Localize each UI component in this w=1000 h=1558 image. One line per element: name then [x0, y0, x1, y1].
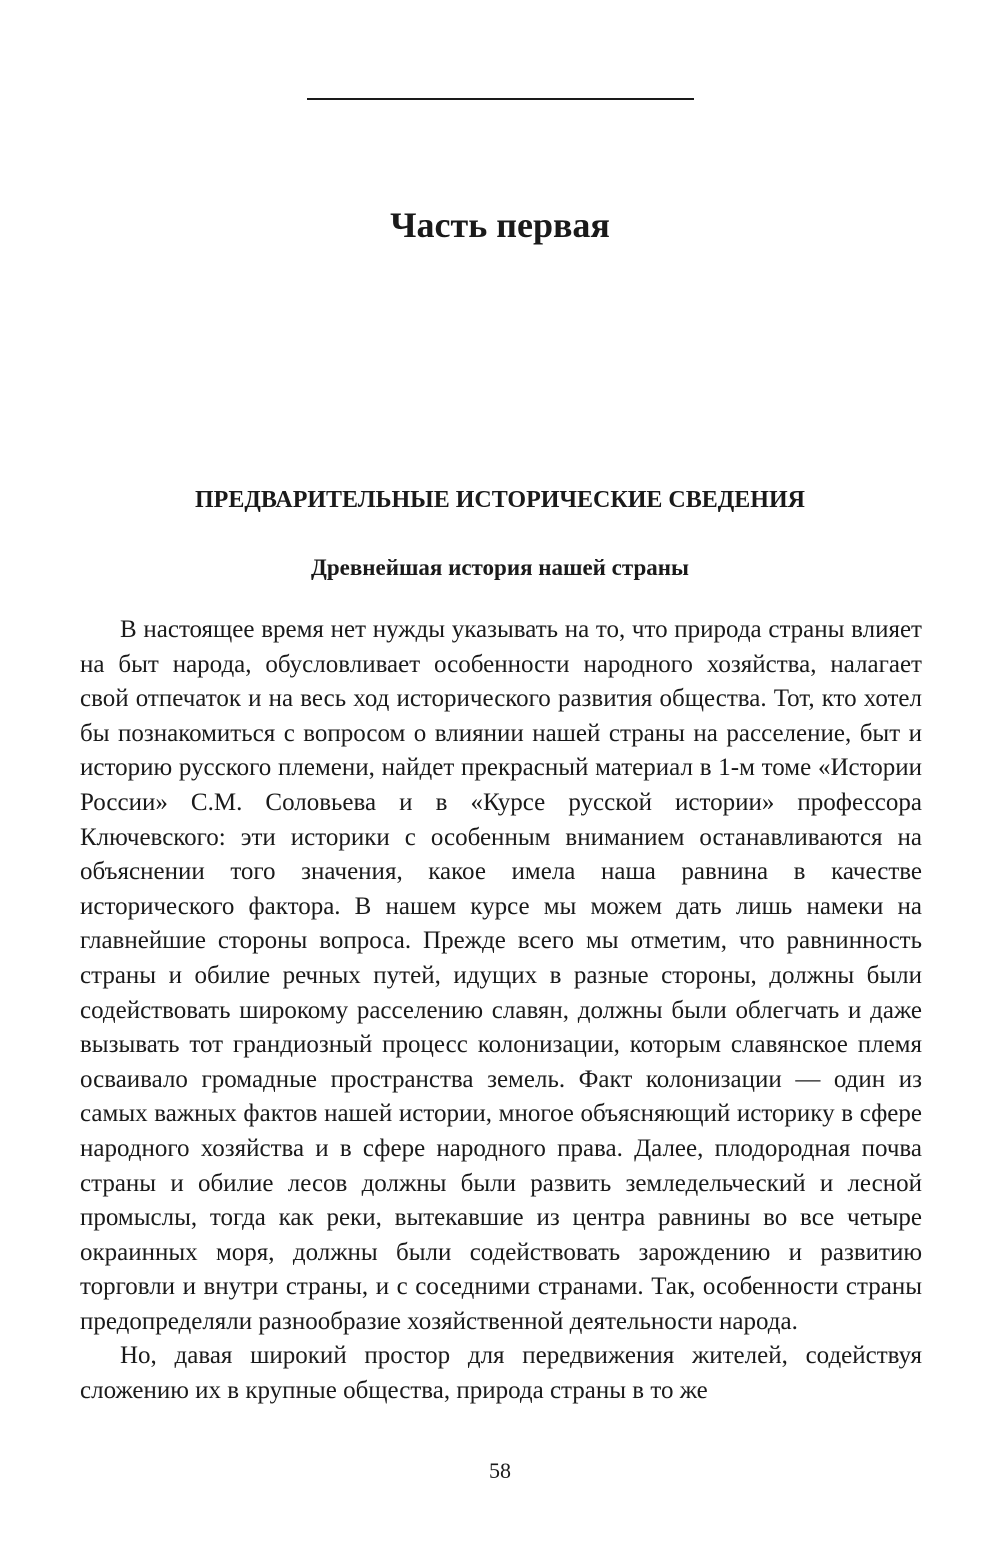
paragraph-1: В настоящее время нет нужды указывать на то, что природа страны влияет на быт народа, обусловливает особенности народного хозяйства, налагает свой отпечаток и на весь ход исторического развития общества. Тот, кто хотел бы познакомиться с вопросом о влиянии нашей страны на расселение, быт и историю русского племени, найдет прекрасный материал в 1-м томе «Истории России» С.М. Соловьева и в «Курсе русской истории» профессора Ключевского: эти историки с особенным вниманием останавливаются на объяснении того значения, какое имела наша равнина в качестве исторического фактора. В нашем курсе мы можем дать лишь намеки на главнейшие стороны вопроса. Прежде всего мы отметим, что равнинность страны и обилие речных путей, идущих в разные стороны, должны были содействовать широкому расселению славян, должны были облегчать и даже вызывать тот грандиозный процесс колонизации, которым славянское племя осваивало громадные пространства земель. Факт колонизации — один из самых важных фактов нашей истории, многое объясняющий историку в сфере народного хозяйства и в сфере народного права. Далее, плодородная почва страны и обилие лесов должны были развить земледельческий и лесной промыслы, тогда как реки, вытекавшие из центра равнины во все четыре окраинных моря, должны были содействовать зарождению и развитию торговли и внутри страны, и с соседними странами. Так, особенности страны предопределяли разнообразие хозяйственной деятельности народа.	[80, 616, 922, 1335]
paragraph-2: Но, давая широкий простор для передвижения жителей, содействуя сложению их в крупные общества, природа страны в то же	[80, 1342, 922, 1405]
subsection-title: Древнейшая история нашей страны	[311, 555, 689, 580]
section-title: ПРЕДВАРИТЕЛЬНЫЕ ИСТОРИЧЕСКИЕ СВЕДЕНИЯ	[195, 487, 805, 513]
page-number: 58	[489, 1458, 511, 1483]
top-divider-rule	[307, 98, 694, 100]
body-text	[80, 613, 922, 1409]
part-title: Часть первая	[390, 205, 610, 245]
